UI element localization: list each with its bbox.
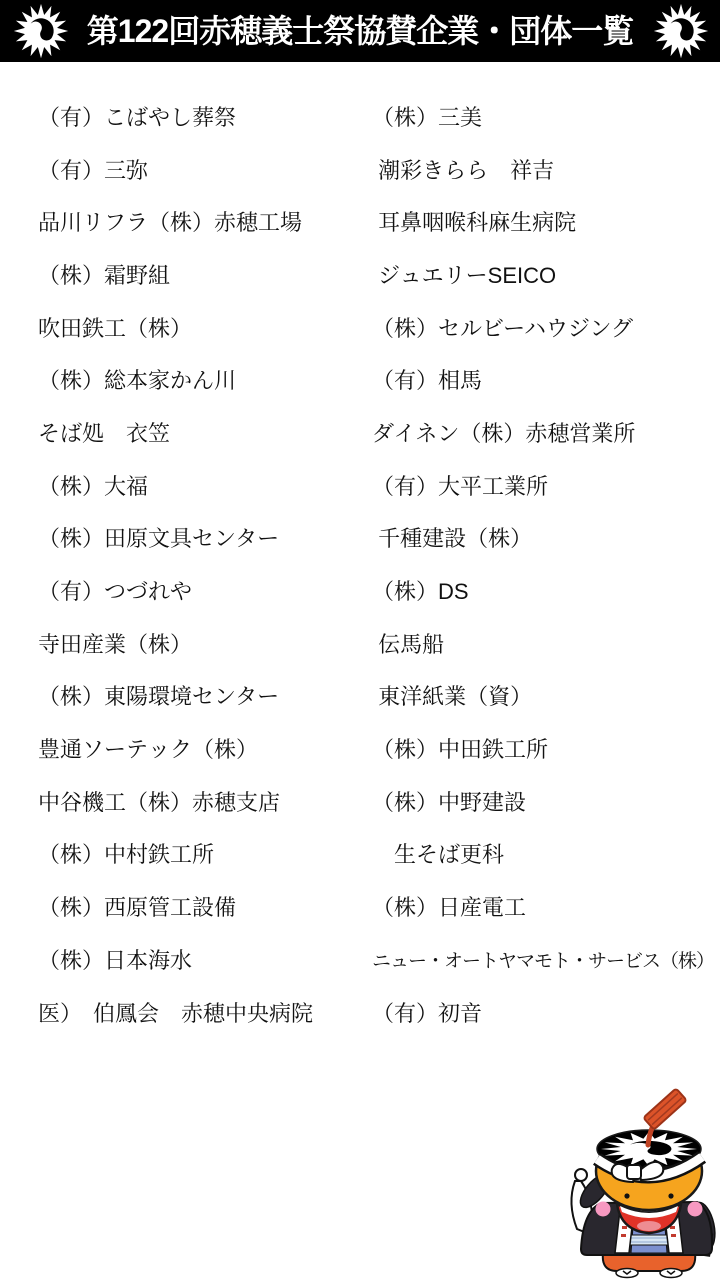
page-title: 第122回赤穂義士祭協賛企業・団体一覧	[86, 13, 634, 49]
company-name: （株）日産電工	[372, 895, 527, 921]
company-name: 耳鼻咽喉科麻生病院	[372, 210, 577, 236]
company-name: （株）田原文具センター	[38, 526, 280, 552]
festival-crest-icon	[12, 2, 70, 60]
company-name: （株）三美	[372, 104, 483, 130]
company-name: （株）中野建設	[372, 789, 527, 815]
company-name: 伝馬船	[372, 631, 445, 657]
company-name: （有）つづれや	[38, 579, 193, 605]
company-list-left	[38, 90, 368, 1038]
company-name: （株）大福	[38, 473, 149, 499]
company-name: 千種建設（株）	[372, 526, 533, 552]
company-name: 医） 伯鳳会 赤穂中央病院	[38, 1000, 314, 1026]
company-list-right	[372, 90, 720, 1038]
company-name: （有）三弥	[38, 157, 149, 183]
company-name: （株）DS	[372, 579, 469, 605]
company-name: （株）日本海水	[38, 947, 193, 973]
company-name: （有）初音	[372, 1000, 483, 1026]
company-name: ダイネン（株）赤穂営業所	[372, 420, 636, 446]
festival-drum-mascot-icon	[555, 1083, 720, 1280]
company-name: 東洋紙業（資）	[372, 684, 533, 710]
company-name: ニュー・オートヤマモト・サービス（株）	[372, 950, 715, 972]
company-name: （有）こばやし葬祭	[38, 104, 237, 130]
company-name: （株）西原管工設備	[38, 895, 237, 921]
company-name: 寺田産業（株）	[38, 631, 193, 657]
company-name: （株）セルビーハウジング	[372, 315, 634, 341]
company-name: （株）中田鉄工所	[372, 737, 549, 763]
company-name: 中谷機工（株）赤穂支店	[38, 789, 281, 815]
festival-crest-icon	[652, 2, 710, 60]
company-name: そば処 衣笠	[38, 420, 171, 446]
company-name: 豊通ソーテック（株）	[38, 737, 259, 763]
company-name: 品川リフラ（株）赤穂工場	[38, 210, 303, 236]
company-name: 生そば更科	[372, 842, 505, 868]
header-bar	[0, 0, 720, 62]
company-name: （株）東陽環境センター	[38, 684, 280, 710]
company-name: （有）大平工業所	[372, 473, 549, 499]
company-name: ジュエリーSEICO	[372, 262, 557, 288]
company-name: 潮彩きらら 祥吉	[372, 157, 555, 183]
company-name: （株）中村鉄工所	[38, 842, 215, 868]
company-name: 吹田鉄工（株）	[38, 315, 193, 341]
company-name: （株）霜野組	[38, 262, 171, 288]
company-name: （株）総本家かん川	[38, 368, 237, 394]
company-name: （有）相馬	[372, 368, 483, 394]
